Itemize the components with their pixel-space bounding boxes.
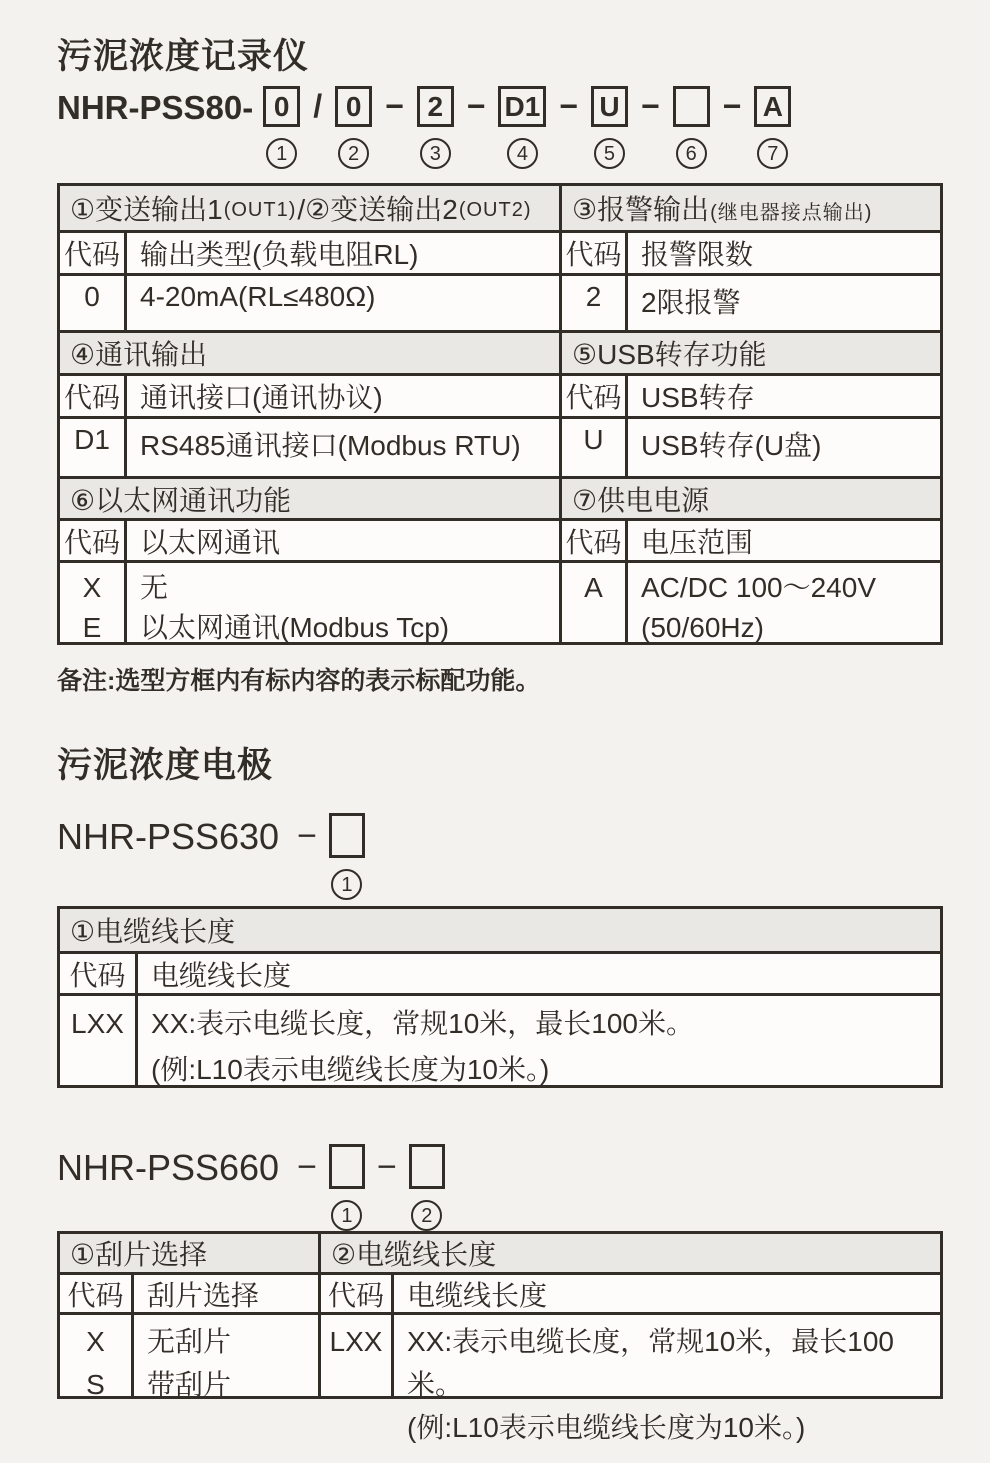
band3-left-labels	[60, 521, 562, 560]
code-value: U	[583, 424, 604, 455]
code-cell	[60, 419, 127, 476]
code-value: D1	[74, 424, 110, 455]
pss660-slot-2	[409, 1144, 445, 1231]
desc-value: 2限报警	[641, 287, 741, 318]
pss630-selection-table	[57, 906, 943, 1088]
header-scraper-select	[60, 1234, 321, 1272]
code-label-cell: 代码	[562, 233, 628, 273]
pss630-slot-1	[329, 813, 365, 900]
code-label-cell: 代码	[60, 521, 127, 560]
circled-number-3: 3	[420, 138, 451, 169]
model-slot-2	[335, 86, 372, 169]
pss660-selection-table	[57, 1231, 943, 1443]
separator-dash: −	[722, 88, 742, 124]
band2-label-row	[60, 373, 940, 416]
option-box-empty	[409, 1144, 445, 1189]
code-cell	[60, 276, 127, 330]
code-cell	[562, 419, 628, 476]
recorder-selection-table	[57, 183, 943, 645]
model-slot-6	[673, 86, 710, 169]
desc-cell	[134, 1315, 318, 1400]
header-text: ①变送输出1	[70, 194, 223, 225]
header-text: ③报警输出	[572, 194, 710, 225]
header-text: ①刮片选择	[70, 1239, 208, 1270]
pss660-value-row	[60, 1312, 940, 1443]
option-box-7: A	[754, 86, 791, 127]
separator-slash: /	[313, 88, 323, 124]
band1-label-row	[60, 230, 940, 273]
header-comm-output	[60, 333, 562, 373]
code-label-cell: 代码	[60, 233, 127, 273]
desc-cell	[394, 1315, 940, 1443]
desc-value: 无	[140, 572, 169, 603]
code-value: 0	[84, 281, 100, 312]
circled-number-1: 1	[331, 1200, 362, 1231]
band1-right-values	[562, 276, 940, 330]
separator-dash: −	[297, 817, 317, 855]
option-box-2: 0	[335, 86, 372, 127]
desc-cell	[127, 419, 559, 476]
pss660-left-values	[60, 1315, 321, 1400]
pss630-label-row	[60, 951, 940, 993]
header-alarm-output	[562, 186, 940, 230]
circled-number-4: 4	[507, 138, 538, 169]
separator-dash: −	[376, 1148, 397, 1186]
code-value: LXX	[71, 1008, 124, 1039]
option-box-4: D1	[498, 86, 546, 127]
header-text: ④通讯输出	[70, 339, 208, 370]
desc-label-cell: USB转存	[641, 382, 755, 413]
band1-left-values	[60, 276, 562, 330]
band2-left-labels	[60, 376, 562, 416]
option-box-5: U	[591, 86, 628, 127]
circled-number-2: 2	[411, 1200, 442, 1231]
pss660-header-row	[60, 1234, 940, 1272]
desc-value: (例:L10表示电缆线长度为10米。)	[151, 1054, 550, 1085]
header-text: /②变送输出2	[297, 194, 458, 225]
code-label-cell: 代码	[60, 954, 138, 993]
desc-value: AC/DC 100～240V	[641, 572, 877, 603]
header-subtext: (继电器接点输出)	[710, 201, 873, 224]
separator-dash: −	[385, 88, 404, 124]
desc-label-cell: 电压范围	[641, 526, 754, 558]
band3-value-row	[60, 560, 940, 642]
pss630-model-line	[57, 813, 943, 900]
pss660-slot-1	[329, 1144, 365, 1231]
header-subtext: (OUT1)	[223, 198, 297, 221]
separator-dash: −	[640, 88, 660, 124]
pss630-labels	[60, 954, 940, 993]
desc-label-cell: 电缆线长度	[407, 1279, 548, 1311]
electrode-title: 污泥浓度电极	[57, 746, 274, 785]
desc-cell	[127, 563, 559, 642]
pss660-left-labels	[60, 1275, 321, 1312]
header-cable-length	[321, 1234, 940, 1272]
circled-number-7: 7	[757, 138, 788, 169]
desc-label-cell: 电缆线长度	[151, 959, 292, 991]
note-text: 备注:选型方框内有标内容的表示标配功能。	[57, 667, 541, 695]
header-text: ⑦供电电源	[572, 484, 710, 516]
code-value: X	[82, 572, 102, 603]
option-box-empty	[329, 813, 365, 858]
desc-label-cell: 通讯接口(通讯协议)	[140, 382, 383, 413]
model-slot-7	[754, 86, 791, 169]
desc-label-cell: 报警限数	[641, 239, 754, 270]
pss630-value-row	[60, 993, 940, 1085]
band3-right-labels	[562, 521, 940, 560]
band1-header-row	[60, 186, 940, 230]
pss660-model-line	[57, 1144, 943, 1231]
pss660-label-row	[60, 1272, 940, 1312]
recorder-title: 污泥浓度记录仪	[57, 37, 310, 76]
model-slot-1	[263, 86, 300, 169]
code-value: 2	[585, 281, 602, 312]
pss660-right-values	[321, 1315, 940, 1443]
desc-value: RS485通讯接口(Modbus RTU)	[140, 430, 521, 461]
code-cell	[60, 996, 138, 1085]
desc-value: 无刮片	[147, 1326, 232, 1357]
code-label-cell: 代码	[60, 1275, 134, 1312]
code-value: A	[584, 572, 603, 603]
desc-cell	[628, 563, 940, 642]
option-box-6-empty	[673, 86, 710, 127]
desc-label-cell: 输出类型(负载电阻RL)	[140, 239, 419, 270]
desc-value: (50/60Hz)	[641, 612, 764, 643]
code-label-cell: 代码	[562, 521, 628, 560]
code-label-cell: 代码	[321, 1275, 394, 1312]
band1-right-labels	[562, 233, 940, 273]
desc-value: 4-20mA(RL≤480Ω)	[140, 281, 376, 312]
code-cell	[60, 563, 127, 642]
code-cell	[321, 1315, 394, 1396]
header-subtext: (OUT2)	[458, 198, 532, 221]
desc-label-cell: 刮片选择	[147, 1279, 260, 1311]
desc-cell	[628, 419, 940, 476]
header-text: ②电缆线长度	[331, 1239, 497, 1270]
code-label-cell: 代码	[562, 376, 628, 416]
header-text: ⑤USB转存功能	[572, 339, 767, 370]
desc-value: USB转存(U盘)	[641, 430, 822, 461]
band2-right-labels	[562, 376, 940, 416]
header-power-supply	[562, 479, 940, 518]
code-value: LXX	[329, 1326, 383, 1357]
pss630-header-row	[60, 909, 940, 951]
code-label-cell: 代码	[60, 376, 127, 416]
code-cell	[60, 1315, 134, 1400]
header-text: ①电缆线长度	[70, 916, 236, 947]
desc-cell	[138, 996, 940, 1085]
separator-dash: −	[559, 88, 578, 124]
circled-number-1: 1	[266, 138, 297, 169]
band3-header-row	[60, 476, 940, 518]
band2-right-values	[562, 419, 940, 476]
desc-value: XX:表示电缆长度，常规10米，最长100米。	[151, 1008, 694, 1039]
pss630-model-prefix: NHR-PSS630	[57, 816, 280, 857]
pss630-values	[60, 996, 940, 1085]
header-usb-function	[562, 333, 940, 373]
band3-right-values	[562, 563, 940, 642]
model-slot-3	[417, 86, 454, 169]
pss660-right-labels	[321, 1275, 940, 1312]
desc-label-cell: 以太网通讯	[140, 526, 281, 558]
circled-number-6: 6	[676, 138, 707, 169]
band1-value-row	[60, 273, 940, 330]
separator-dash: −	[297, 1148, 317, 1186]
option-box-1: 0	[263, 86, 300, 127]
desc-cell	[127, 276, 559, 330]
header-ethernet-function	[60, 479, 562, 518]
header-transmit-outputs	[60, 186, 562, 230]
code-value: E	[82, 612, 102, 643]
circled-number-1: 1	[331, 869, 362, 900]
desc-cell	[628, 276, 940, 330]
desc-value: 以太网通讯(Modbus Tcp)	[140, 612, 450, 643]
desc-value: XX:表示电缆长度，常规10米，最长100米。	[407, 1326, 894, 1400]
model-slot-5	[591, 86, 628, 169]
desc-value: 带刮片	[147, 1369, 232, 1400]
option-box-3: 2	[417, 86, 454, 127]
pss660-model-prefix: NHR-PSS660	[57, 1147, 280, 1188]
option-box-empty	[329, 1144, 365, 1189]
header-cable-length	[60, 909, 940, 951]
band1-left-labels	[60, 233, 562, 273]
band2-value-row	[60, 416, 940, 476]
desc-value: (例:L10表示电缆线长度为10米。)	[407, 1412, 806, 1443]
band2-left-values	[60, 419, 562, 476]
code-cell	[562, 276, 628, 330]
header-text: ⑥以太网通讯功能	[70, 484, 292, 516]
band3-left-values	[60, 563, 562, 642]
circled-number-5: 5	[594, 138, 625, 169]
code-value: X	[86, 1326, 105, 1357]
band2-header-row	[60, 330, 940, 373]
recorder-model-prefix: NHR-PSS80-	[57, 89, 254, 126]
recorder-model-code-line	[57, 86, 943, 169]
circled-number-2: 2	[338, 138, 369, 169]
code-value: S	[86, 1369, 105, 1400]
model-slot-4	[498, 86, 546, 169]
band3-label-row	[60, 518, 940, 560]
separator-dash: −	[466, 88, 486, 124]
code-cell	[562, 563, 628, 642]
